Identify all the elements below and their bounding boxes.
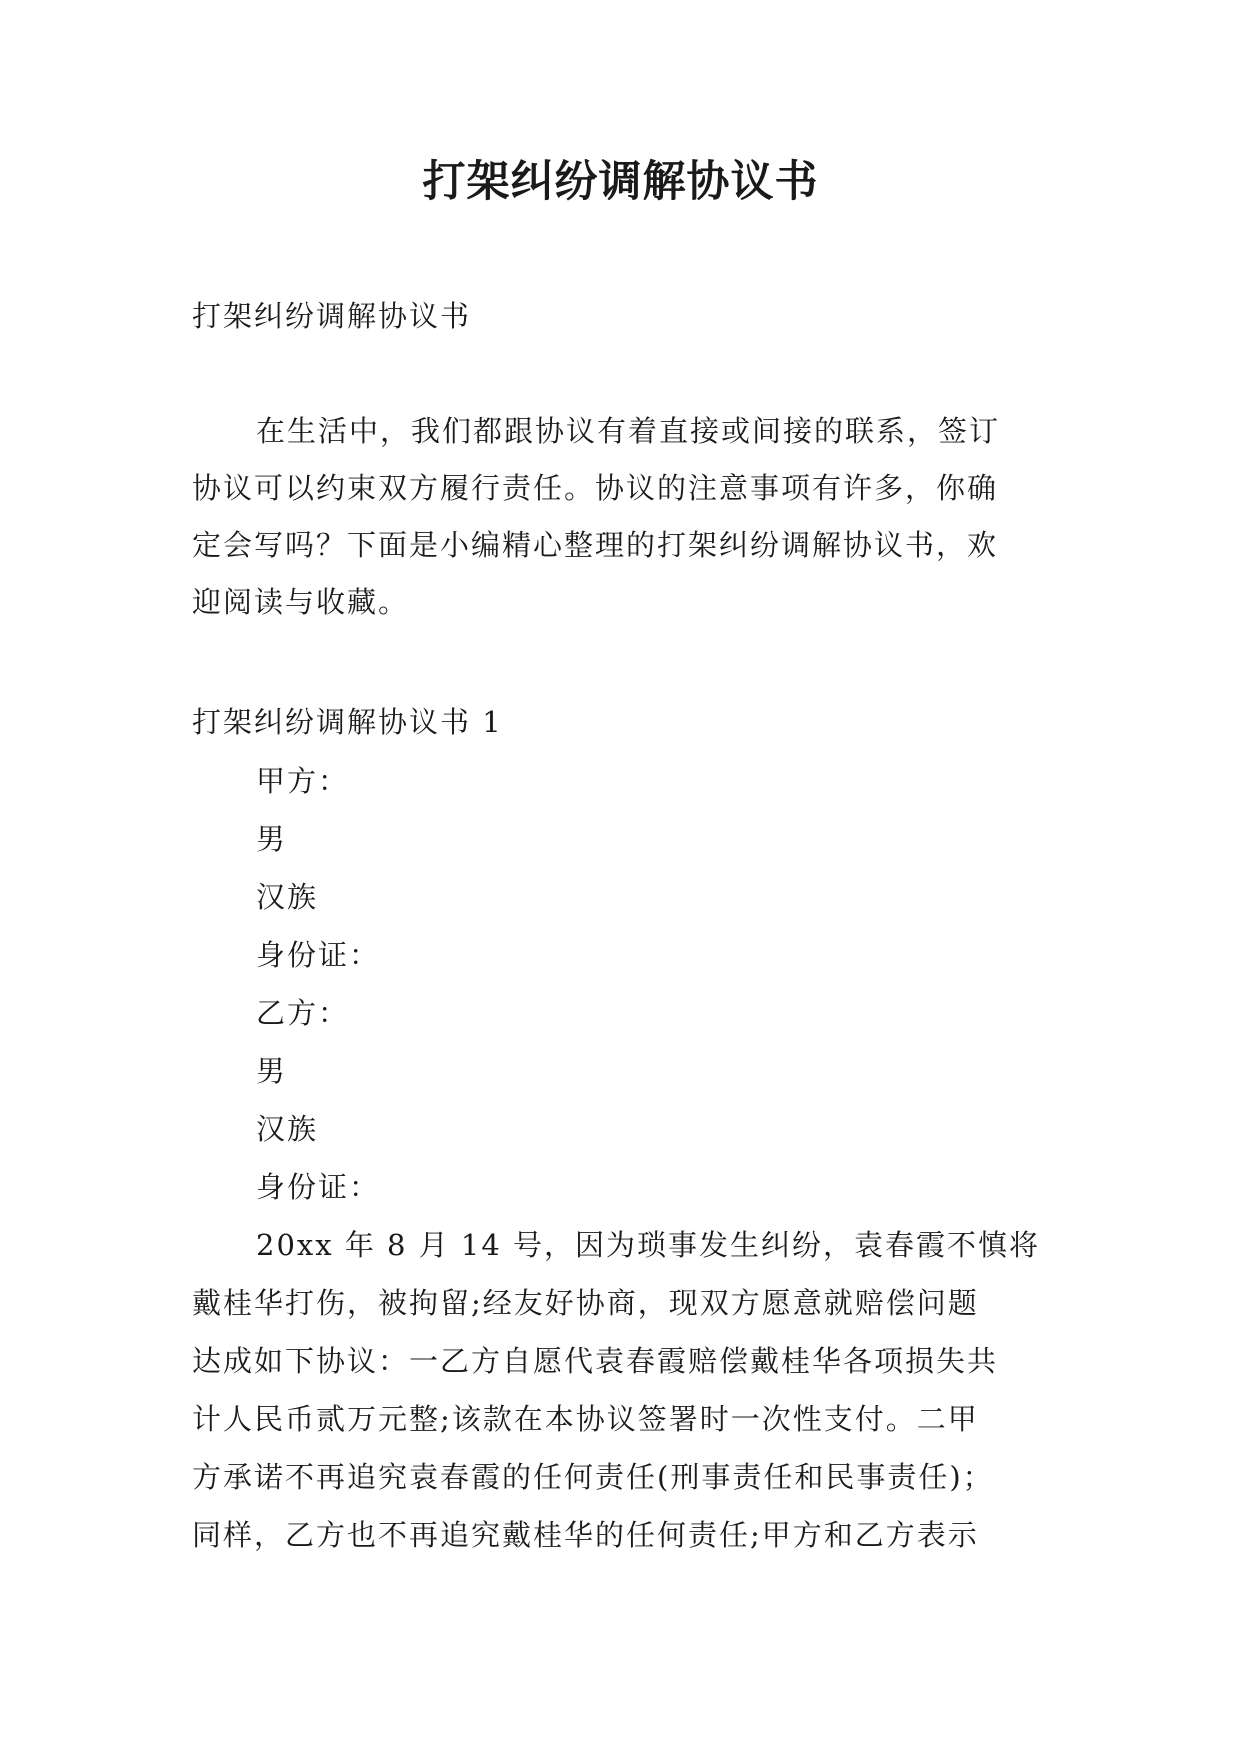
party-b-label: 乙方： (256, 996, 350, 1030)
intro-line: 定会写吗？下面是小编精心整理的打架纠纷调解协议书，欢 (192, 528, 999, 562)
body-line: 达成如下协议：一乙方自愿代袁春霞赔偿戴桂华各项损失共 (192, 1344, 999, 1378)
party-b-gender: 男 (256, 1054, 288, 1088)
body-line: 同样，乙方也不再追究戴桂华的任何责任;甲方和乙方表示 (192, 1518, 979, 1552)
body-line: 方承诺不再追究袁春霞的任何责任(刑事责任和民事责任)； (192, 1460, 994, 1494)
intro-line: 迎阅读与收藏。 (192, 585, 410, 619)
party-b-ethnicity: 汉族 (256, 1112, 319, 1146)
section-heading: 打架纠纷调解协议书 1 (192, 705, 503, 739)
party-a-label: 甲方： (256, 764, 350, 798)
body-line: 计人民币贰万元整;该款在本协议签署时一次性支付。二甲 (192, 1402, 979, 1436)
body-line: 戴桂华打伤，被拘留;经友好协商，现双方愿意就赔偿问题 (192, 1286, 979, 1320)
intro-line: 在生活中，我们都跟协议有着直接或间接的联系，签订 (256, 414, 1001, 448)
document-title: 打架纠纷调解协议书 (422, 157, 819, 207)
party-b-id-label: 身份证： (256, 1170, 381, 1204)
document-subtitle: 打架纠纷调解协议书 (192, 299, 472, 333)
party-a-gender: 男 (256, 822, 288, 856)
body-line: 20xx 年 8 月 14 号，因为琐事发生纠纷，袁春霞不慎将 (256, 1228, 1041, 1262)
party-a-id-label: 身份证： (256, 938, 381, 972)
party-a-ethnicity: 汉族 (256, 880, 319, 914)
intro-line: 协议可以约束双方履行责任。协议的注意事项有许多，你确 (192, 471, 999, 505)
